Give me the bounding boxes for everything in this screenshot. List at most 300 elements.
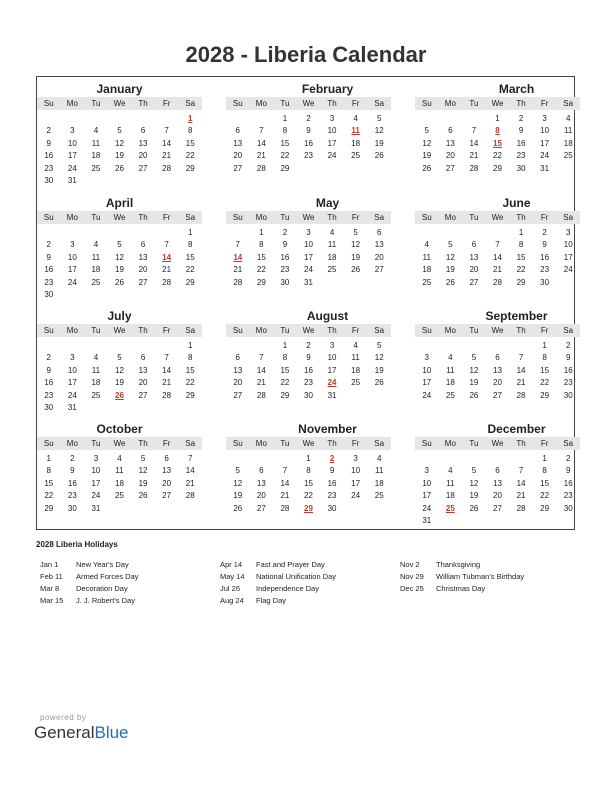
empty-cell xyxy=(61,113,85,125)
day-cell: 3 xyxy=(329,341,335,350)
day-cell: 26 xyxy=(374,378,384,388)
day-cell: 12 xyxy=(138,466,148,476)
weekday-label: Th xyxy=(327,439,337,448)
day-grid xyxy=(37,340,202,414)
day-cell: 11 xyxy=(446,365,455,375)
day-cell: 6 xyxy=(495,466,500,476)
day-grid xyxy=(415,453,580,527)
weekday-label: Mo xyxy=(255,99,267,108)
day-cell: 14 xyxy=(162,365,172,375)
day-cell: 9 xyxy=(70,466,75,476)
day-cell: 25 xyxy=(374,491,384,501)
day-cell: 7 xyxy=(282,466,288,476)
weekday-label: We xyxy=(491,213,504,222)
day-cell: 26 xyxy=(422,163,432,173)
day-cell: 6 xyxy=(235,126,240,136)
holiday-date: Jan 1 xyxy=(40,560,59,569)
day-cell: 16 xyxy=(563,478,573,488)
day-cell: 23 xyxy=(327,491,337,501)
month-february xyxy=(226,81,391,175)
day-cell: 31 xyxy=(540,163,550,173)
day-cell: 1 xyxy=(187,341,193,350)
day-cell: 1 xyxy=(187,228,193,237)
day-cell: 23 xyxy=(563,491,573,501)
day-cell: 17 xyxy=(563,252,573,262)
weekday-label: Fr xyxy=(351,439,360,448)
day-cell: 2 xyxy=(518,114,524,123)
weekday-label: Sa xyxy=(563,326,574,335)
empty-cell xyxy=(415,113,439,125)
weekday-label: Sa xyxy=(185,439,196,448)
empty-cell xyxy=(131,227,155,239)
day-cell: 1 xyxy=(542,454,547,463)
weekday-label: Mo xyxy=(444,99,456,108)
day-cell: 12 xyxy=(469,478,479,488)
day-cell: 24 xyxy=(67,277,77,287)
weekday-label: Su xyxy=(43,326,54,335)
day-cell: 22 xyxy=(493,151,502,161)
weekday-header xyxy=(415,437,580,450)
day-cell: 2 xyxy=(306,114,311,123)
day-cell: 25 xyxy=(351,151,361,161)
day-cell: 30 xyxy=(327,503,337,513)
day-cell: 22 xyxy=(256,265,266,275)
day-cell: 28 xyxy=(233,277,243,287)
day-cell: 17 xyxy=(351,478,361,488)
day-cell: 26 xyxy=(469,503,479,513)
day-cell: 11 xyxy=(91,252,101,262)
day-cell: 12 xyxy=(374,353,384,363)
day-cell: 4 xyxy=(353,114,358,123)
day-cell: 10 xyxy=(327,126,337,136)
day-cell: 14 xyxy=(185,466,195,476)
holiday-row xyxy=(216,559,336,571)
generalblue-logo[interactable]: GeneralBlue xyxy=(34,723,129,742)
day-cell: 13 xyxy=(138,252,148,262)
month-name: March xyxy=(498,82,535,96)
day-cell: 3 xyxy=(424,353,429,363)
month-name: January xyxy=(96,82,143,96)
day-cell: 7 xyxy=(518,466,524,476)
day-cell: 19 xyxy=(115,378,124,388)
day-cell: 9 xyxy=(46,365,51,375)
day-cell: 11 xyxy=(422,252,431,262)
day-cell: 20 xyxy=(138,378,148,388)
month-name: December xyxy=(487,422,546,436)
day-cell: 7 xyxy=(495,240,500,250)
day-cell: 21 xyxy=(233,265,243,275)
day-cell: 3 xyxy=(353,454,358,463)
weekday-label: Sa xyxy=(374,326,385,335)
day-cell: 6 xyxy=(164,454,169,463)
weekday-label: Fr xyxy=(540,326,549,335)
day-cell: 15 xyxy=(540,478,550,488)
weekday-label: Mo xyxy=(255,326,267,335)
day-cell: 13 xyxy=(138,365,148,375)
weekday-label: Th xyxy=(138,439,148,448)
day-cell: 4 xyxy=(93,240,99,250)
weekday-label: Fr xyxy=(540,213,549,222)
holiday-date: Nov 29 xyxy=(400,572,424,581)
day-cell: 22 xyxy=(185,151,195,161)
day-cell: 15 xyxy=(256,252,266,262)
day-cell: 12 xyxy=(374,126,384,136)
day-cell: 3 xyxy=(70,126,75,136)
day-cell: 25 xyxy=(422,277,432,287)
day-cell: 18 xyxy=(445,378,455,388)
day-cell: 21 xyxy=(469,151,479,161)
weekday-label: Sa xyxy=(563,439,574,448)
month-june xyxy=(415,195,580,289)
day-cell: 9 xyxy=(542,240,547,250)
day-cell: 7 xyxy=(164,353,169,363)
page-title: 2028 - Liberia Calendar xyxy=(185,42,427,67)
day-cell: 8 xyxy=(282,126,288,136)
day-cell: 24 xyxy=(540,151,550,161)
day-cell: 31 xyxy=(304,277,313,287)
day-cell: 5 xyxy=(117,353,122,363)
day-cell: 27 xyxy=(469,277,479,287)
day-cell: 13 xyxy=(233,365,243,375)
weekday-label: Tu xyxy=(280,213,290,222)
day-cell: 26 xyxy=(115,277,124,287)
day-grid xyxy=(37,113,202,187)
calendar-grid xyxy=(36,76,575,530)
day-cell: 5 xyxy=(140,454,146,463)
day-cell: 7 xyxy=(164,240,169,250)
day-cell: 27 xyxy=(162,491,172,501)
month-name: September xyxy=(485,309,548,323)
day-cell: 6 xyxy=(140,240,146,250)
day-cell: 23 xyxy=(516,151,526,161)
day-cell: 11 xyxy=(327,240,337,250)
day-cell: 8 xyxy=(306,466,311,476)
day-cell: 12 xyxy=(115,365,124,375)
day-cell: 21 xyxy=(493,265,502,275)
day-grid xyxy=(37,227,202,301)
empty-cell xyxy=(155,227,179,239)
empty-cell xyxy=(462,113,486,125)
empty-cell xyxy=(439,453,463,465)
day-grid xyxy=(415,227,580,289)
weekday-label: Mo xyxy=(255,439,267,448)
day-cell: 11 xyxy=(91,365,101,375)
holiday-date: Mar 15 xyxy=(40,596,64,605)
day-cell: 25 xyxy=(327,265,337,275)
weekday-header xyxy=(226,97,391,110)
day-cell: 27 xyxy=(138,163,148,173)
day-cell: 20 xyxy=(138,265,148,275)
holiday-name: Thanksgiving xyxy=(436,560,481,569)
day-cell: 20 xyxy=(233,151,243,161)
empty-cell xyxy=(509,453,533,465)
day-cell: 21 xyxy=(256,378,266,388)
day-cell: 14 xyxy=(516,478,526,488)
day-cell: 15 xyxy=(185,252,195,262)
day-cell: 4 xyxy=(329,228,335,237)
holiday-date: Feb 11 xyxy=(40,572,63,581)
day-cell: 3 xyxy=(306,228,311,237)
day-cell: 14 xyxy=(516,365,526,375)
day-cell: 18 xyxy=(91,378,101,388)
day-cell: 30 xyxy=(280,277,290,287)
holiday-day-cell: 29 xyxy=(304,503,313,513)
day-cell: 27 xyxy=(138,277,148,287)
day-cell: 29 xyxy=(540,390,550,400)
day-cell: 18 xyxy=(115,478,124,488)
day-cell: 10 xyxy=(304,240,313,250)
empty-cell xyxy=(250,453,274,465)
weekday-header xyxy=(37,324,202,337)
day-cell: 2 xyxy=(565,341,571,350)
holiday-row xyxy=(36,559,139,571)
holiday-name: Decoration Day xyxy=(76,584,128,593)
weekday-label: Tu xyxy=(469,326,479,335)
holiday-name: Fast and Prayer Day xyxy=(256,560,325,569)
weekday-label: Tu xyxy=(91,326,101,335)
empty-cell xyxy=(108,113,132,125)
day-cell: 8 xyxy=(542,466,547,476)
day-cell: 13 xyxy=(445,138,455,148)
day-cell: 31 xyxy=(422,515,432,525)
day-cell: 31 xyxy=(91,503,101,513)
day-cell: 10 xyxy=(422,478,432,488)
empty-cell xyxy=(155,340,179,352)
holiday-row xyxy=(36,595,139,607)
weekday-label: Th xyxy=(327,326,337,335)
day-cell: 22 xyxy=(540,491,550,501)
weekday-label: Fr xyxy=(540,439,549,448)
weekday-label: We xyxy=(302,213,315,222)
day-cell: 11 xyxy=(564,126,573,136)
holiday-name: Independence Day xyxy=(256,584,319,593)
empty-cell xyxy=(486,340,510,352)
holiday-name: J. J. Robert's Day xyxy=(76,596,135,605)
holiday-list-column-3 xyxy=(396,559,524,595)
day-cell: 13 xyxy=(256,478,266,488)
day-cell: 15 xyxy=(185,365,195,375)
day-cell: 5 xyxy=(376,341,382,350)
day-cell: 4 xyxy=(93,126,99,136)
day-cell: 29 xyxy=(185,390,195,400)
day-cell: 27 xyxy=(138,390,148,400)
day-cell: 16 xyxy=(327,478,337,488)
weekday-label: Th xyxy=(516,99,526,108)
weekday-label: We xyxy=(491,326,504,335)
day-cell: 1 xyxy=(518,228,524,237)
weekday-label: Su xyxy=(421,439,432,448)
day-cell: 9 xyxy=(565,353,571,363)
day-cell: 20 xyxy=(493,378,502,388)
day-cell: 23 xyxy=(44,277,54,287)
empty-cell xyxy=(108,340,132,352)
day-cell: 1 xyxy=(282,114,288,123)
weekday-label: Tu xyxy=(469,439,479,448)
empty-cell xyxy=(226,340,250,352)
month-may xyxy=(226,195,391,289)
day-cell: 9 xyxy=(46,252,51,262)
weekday-label: Tu xyxy=(280,326,290,335)
day-cell: 6 xyxy=(448,126,453,136)
holidays-title: 2028 Liberia Holidays xyxy=(36,540,118,549)
weekday-label: Fr xyxy=(162,213,171,222)
weekday-label: Sa xyxy=(374,439,385,448)
day-cell: 13 xyxy=(162,466,172,476)
day-cell: 21 xyxy=(162,378,172,388)
holiday-date: Aug 24 xyxy=(220,596,244,605)
day-cell: 24 xyxy=(422,503,432,513)
empty-cell xyxy=(131,113,155,125)
day-grid xyxy=(226,227,391,289)
month-march xyxy=(415,81,580,175)
weekday-label: Tu xyxy=(469,213,479,222)
day-cell: 30 xyxy=(516,163,526,173)
holiday-day-cell: 15 xyxy=(493,138,502,148)
day-cell: 12 xyxy=(115,252,124,262)
day-cell: 29 xyxy=(516,277,526,287)
day-cell: 10 xyxy=(351,466,361,476)
day-cell: 9 xyxy=(518,126,524,136)
weekday-label: Th xyxy=(327,99,337,108)
day-cell: 27 xyxy=(493,390,502,400)
empty-cell xyxy=(439,113,463,125)
day-cell: 21 xyxy=(516,491,526,501)
day-cell: 16 xyxy=(44,151,54,161)
day-cell: 9 xyxy=(306,353,311,363)
day-cell: 26 xyxy=(469,390,479,400)
day-cell: 15 xyxy=(540,365,550,375)
day-cell: 23 xyxy=(540,265,550,275)
day-cell: 12 xyxy=(445,252,455,262)
day-cell: 17 xyxy=(304,252,313,262)
day-cell: 28 xyxy=(280,503,290,513)
day-cell: 22 xyxy=(540,378,550,388)
day-cell: 31 xyxy=(67,402,77,412)
day-cell: 5 xyxy=(117,240,122,250)
day-cell: 5 xyxy=(117,126,122,136)
day-cell: 30 xyxy=(67,503,77,513)
weekday-header xyxy=(37,97,202,110)
weekday-header xyxy=(415,211,580,224)
weekday-label: Su xyxy=(43,439,54,448)
holiday-day-cell: 14 xyxy=(233,252,243,262)
day-grid xyxy=(415,113,580,175)
day-cell: 28 xyxy=(516,390,526,400)
empty-cell xyxy=(462,340,486,352)
day-cell: 18 xyxy=(351,365,361,375)
day-cell: 1 xyxy=(282,341,288,350)
weekday-label: Th xyxy=(138,99,148,108)
day-cell: 19 xyxy=(115,265,124,275)
day-cell: 8 xyxy=(259,240,264,250)
weekday-label: Fr xyxy=(540,99,549,108)
day-cell: 26 xyxy=(374,151,384,161)
weekday-label: Fr xyxy=(351,213,360,222)
day-cell: 14 xyxy=(256,138,266,148)
day-cell: 30 xyxy=(44,175,54,185)
day-cell: 5 xyxy=(424,126,429,136)
day-cell: 17 xyxy=(422,491,432,501)
weekday-label: We xyxy=(302,439,315,448)
day-cell: 1 xyxy=(259,228,264,237)
weekday-label: Mo xyxy=(66,439,78,448)
day-grid xyxy=(37,453,202,515)
holiday-day-cell: 11 xyxy=(351,126,360,136)
day-cell: 20 xyxy=(374,252,384,262)
empty-cell xyxy=(37,340,61,352)
day-cell: 17 xyxy=(91,478,101,488)
day-cell: 16 xyxy=(516,138,526,148)
day-cell: 27 xyxy=(256,503,266,513)
day-grid xyxy=(226,340,391,402)
day-cell: 11 xyxy=(115,466,124,476)
empty-cell xyxy=(131,340,155,352)
empty-cell xyxy=(462,453,486,465)
day-cell: 4 xyxy=(376,454,382,463)
day-cell: 21 xyxy=(256,151,266,161)
day-cell: 17 xyxy=(327,365,337,375)
weekday-label: Th xyxy=(516,213,526,222)
weekday-header xyxy=(226,324,391,337)
weekday-label: We xyxy=(113,99,126,108)
month-october xyxy=(37,421,202,515)
day-cell: 30 xyxy=(540,277,550,287)
powered-by-label: powered by xyxy=(40,713,87,722)
month-name: October xyxy=(96,422,143,436)
day-cell: 11 xyxy=(375,466,384,476)
day-cell: 8 xyxy=(46,466,51,476)
weekday-label: Sa xyxy=(185,99,196,108)
weekday-label: Su xyxy=(421,99,432,108)
day-cell: 17 xyxy=(540,138,550,148)
day-cell: 22 xyxy=(185,265,195,275)
day-cell: 10 xyxy=(91,466,101,476)
day-cell: 10 xyxy=(67,138,77,148)
day-cell: 16 xyxy=(563,365,573,375)
weekday-label: Su xyxy=(421,213,432,222)
day-cell: 11 xyxy=(446,478,455,488)
weekday-label: Su xyxy=(232,439,243,448)
holiday-name: New Year's Day xyxy=(76,560,129,569)
day-cell: 28 xyxy=(469,163,479,173)
empty-cell xyxy=(250,113,274,125)
day-cell: 19 xyxy=(374,365,384,375)
day-cell: 30 xyxy=(563,390,573,400)
day-cell: 2 xyxy=(282,228,288,237)
day-cell: 9 xyxy=(282,240,288,250)
day-cell: 25 xyxy=(563,151,573,161)
weekday-label: Mo xyxy=(66,99,78,108)
day-cell: 1 xyxy=(306,454,311,463)
day-cell: 27 xyxy=(374,265,384,275)
day-cell: 13 xyxy=(138,138,148,148)
empty-cell xyxy=(84,227,108,239)
day-cell: 17 xyxy=(422,378,432,388)
day-cell: 15 xyxy=(280,138,290,148)
empty-cell xyxy=(61,340,85,352)
day-cell: 2 xyxy=(46,240,51,250)
day-cell: 23 xyxy=(304,378,313,388)
weekday-label: We xyxy=(491,439,504,448)
day-cell: 13 xyxy=(374,240,384,250)
day-cell: 2 xyxy=(70,454,75,463)
day-cell: 5 xyxy=(471,466,477,476)
month-name: November xyxy=(298,422,357,436)
empty-cell xyxy=(84,113,108,125)
weekday-header xyxy=(226,437,391,450)
holiday-date: Apr 14 xyxy=(220,560,243,569)
day-cell: 8 xyxy=(542,353,547,363)
